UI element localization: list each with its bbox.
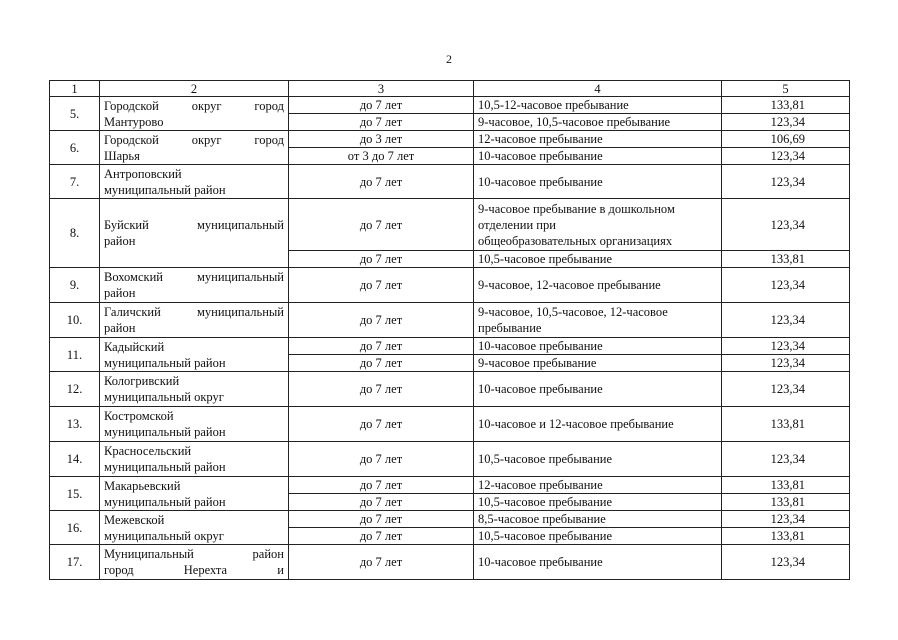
municipality-name: Кологривский муниципальный округ [100,372,289,407]
stay-mode: 8,5-часовое пребывание [474,511,722,528]
age-group: до 3 лет [289,131,474,148]
header-cell-4: 4 [474,81,722,97]
table-row [50,372,850,407]
row-number: 13. [50,407,100,442]
fee-value: 133,81 [722,407,850,442]
row-number: 15. [50,477,100,511]
age-group: до 7 лет [289,251,474,268]
stay-mode: 9-часовое пребывание в дошкольном отделении при общеобразовательных организациях [474,199,722,251]
municipality-name: Кадыйский муниципальный район [100,338,289,372]
table-row [50,545,850,580]
age-group: до 7 лет [289,114,474,131]
fee-value: 133,81 [722,477,850,494]
row-number: 17. [50,545,100,580]
age-group: до 7 лет [289,199,474,251]
municipality-name: Городской округ город Шарья [100,131,289,165]
table-row [50,268,850,303]
row-number: 5. [50,97,100,131]
age-group: до 7 лет [289,303,474,338]
header-cell-1: 1 [50,81,100,97]
fee-value: 123,34 [722,303,850,338]
table-row [50,199,850,251]
municipality-name: Городской округ город Мантурово [100,97,289,131]
table-row [50,407,850,442]
age-group: до 7 лет [289,407,474,442]
municipality-name: Макарьевский муниципальный район [100,477,289,511]
municipality-name: Галичский муниципальный район [100,303,289,338]
fee-value: 133,81 [722,97,850,114]
fee-value: 133,81 [722,251,850,268]
fee-value: 133,81 [722,494,850,511]
row-number: 12. [50,372,100,407]
stay-mode: 10,5-часовое пребывание [474,442,722,477]
fee-value: 123,34 [722,268,850,303]
stay-mode: 9-часовое, 12-часовое пребывание [474,268,722,303]
table-row [50,511,850,528]
stay-mode: 10-часовое пребывание [474,372,722,407]
municipality-name: Антроповский муниципальный район [100,165,289,199]
fee-value: 123,34 [722,165,850,199]
fee-value: 106,69 [722,131,850,148]
stay-mode: 12-часовое пребывание [474,477,722,494]
stay-mode: 10,5-часовое пребывание [474,251,722,268]
stay-mode: 9-часовое пребывание [474,355,722,372]
stay-mode: 12-часовое пребывание [474,131,722,148]
stay-mode: 9-часовое, 10,5-часовое, 12-часовое пребывание [474,303,722,338]
tariff-table [49,80,850,580]
table-row [50,131,850,148]
municipality-name: Муниципальный район город Нерехта и [100,545,289,580]
table-row [50,97,850,114]
age-group: до 7 лет [289,268,474,303]
age-group: до 7 лет [289,494,474,511]
header-cell-2: 2 [100,81,289,97]
age-group: до 7 лет [289,338,474,355]
municipality-name: Красносельский муниципальный район [100,442,289,477]
fee-value: 123,34 [722,372,850,407]
age-group: до 7 лет [289,528,474,545]
table-row [50,442,850,477]
age-group: до 7 лет [289,511,474,528]
stay-mode: 10-часовое пребывание [474,165,722,199]
stay-mode: 10,5-часовое пребывание [474,494,722,511]
stay-mode: 10,5-часовое пребывание [474,528,722,545]
page-number: 2 [446,52,452,66]
age-group: до 7 лет [289,165,474,199]
age-group: до 7 лет [289,442,474,477]
row-number: 16. [50,511,100,545]
fee-value: 123,34 [722,114,850,131]
row-number: 9. [50,268,100,303]
table-row [50,477,850,494]
stay-mode: 10,5-12-часовое пребывание [474,97,722,114]
fee-value: 123,34 [722,545,850,580]
fee-value: 123,34 [722,511,850,528]
age-group: от 3 до 7 лет [289,148,474,165]
municipality-name: Костромской муниципальный район [100,407,289,442]
age-group: до 7 лет [289,477,474,494]
fee-value: 133,81 [722,528,850,545]
fee-value: 123,34 [722,355,850,372]
age-group: до 7 лет [289,97,474,114]
stay-mode: 10-часовое и 12-часовое пребывание [474,407,722,442]
stay-mode: 10-часовое пребывание [474,148,722,165]
municipality-name: Межевской муниципальный округ [100,511,289,545]
age-group: до 7 лет [289,355,474,372]
fee-value: 123,34 [722,199,850,251]
table-row [50,338,850,355]
stay-mode: 10-часовое пребывание [474,338,722,355]
municipality-name: Буйский муниципальный район [100,199,289,268]
age-group: до 7 лет [289,372,474,407]
municipality-name: Вохомский муниципальный район [100,268,289,303]
stay-mode: 10-часовое пребывание [474,545,722,580]
row-number: 8. [50,199,100,268]
table-row [50,165,850,199]
table-row [50,303,850,338]
stay-mode: 9-часовое, 10,5-часовое пребывание [474,114,722,131]
header-cell-3: 3 [289,81,474,97]
table-header-row [50,81,850,97]
fee-value: 123,34 [722,338,850,355]
header-cell-5: 5 [722,81,850,97]
row-number: 7. [50,165,100,199]
row-number: 11. [50,338,100,372]
age-group: до 7 лет [289,545,474,580]
row-number: 6. [50,131,100,165]
row-number: 14. [50,442,100,477]
fee-value: 123,34 [722,148,850,165]
fee-value: 123,34 [722,442,850,477]
row-number: 10. [50,303,100,338]
